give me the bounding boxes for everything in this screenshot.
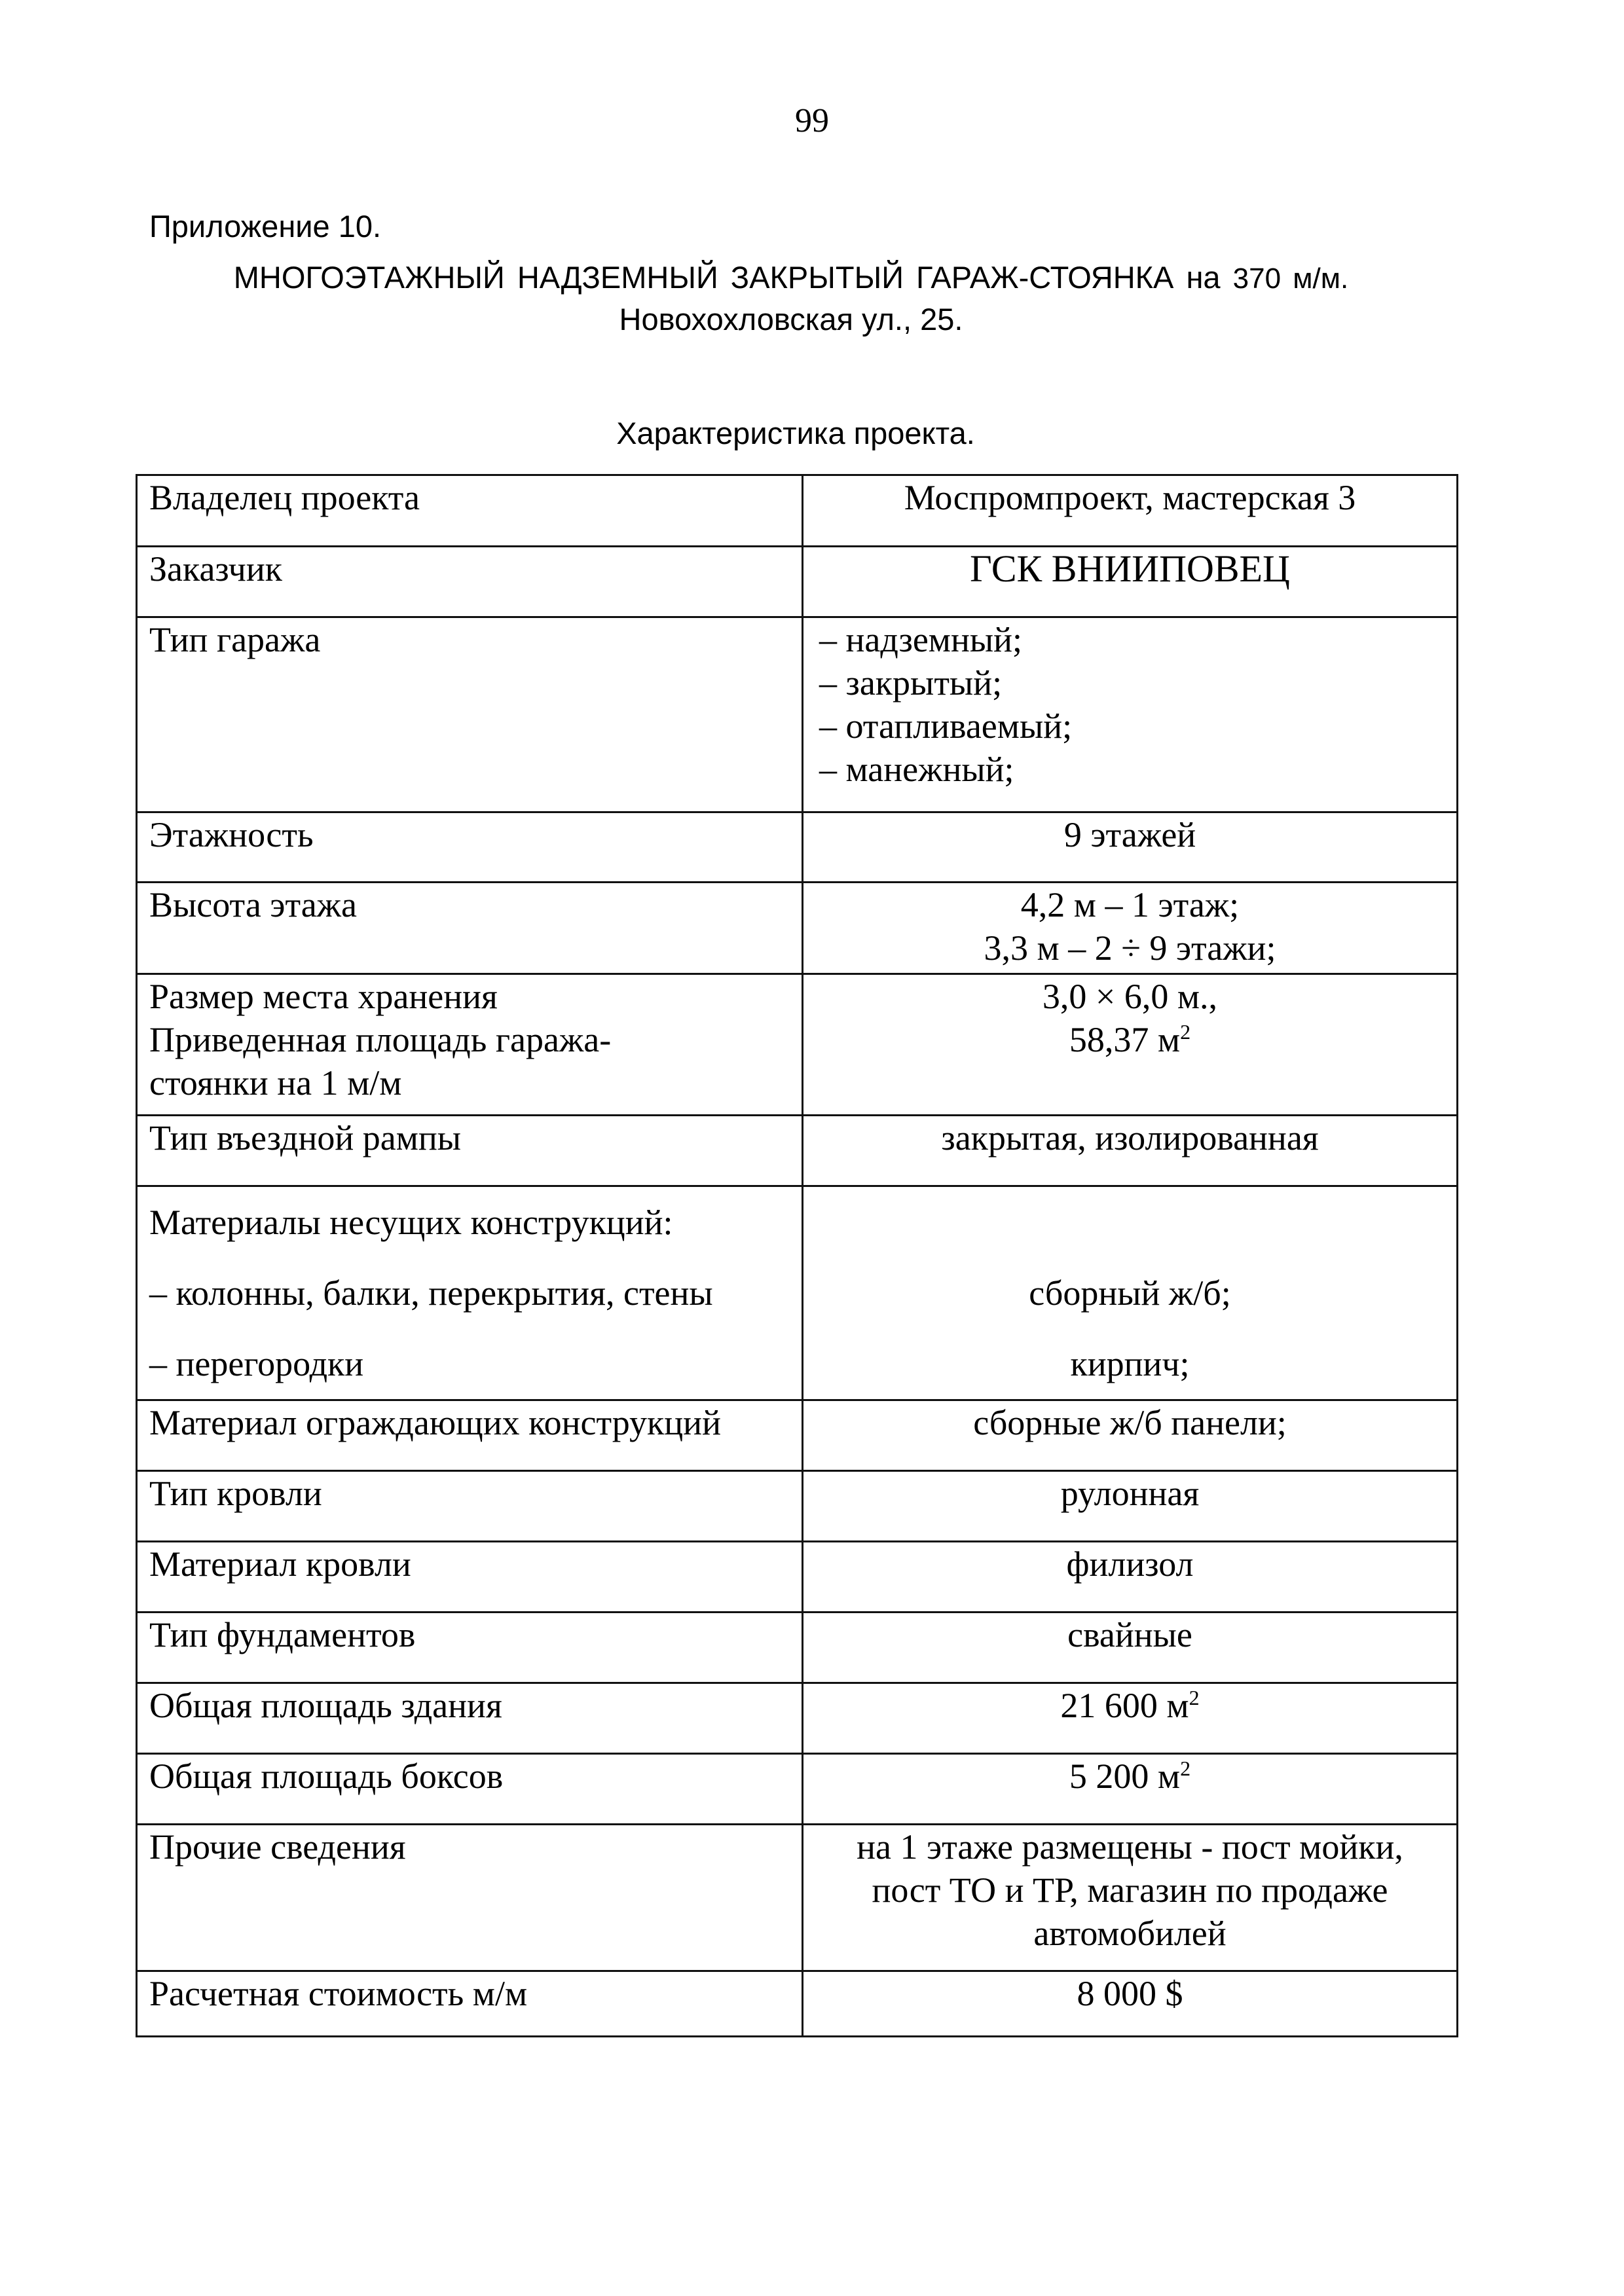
label-cell: Материал кровли [137, 1542, 803, 1613]
value-cell [803, 1825, 1458, 1971]
value-cell: сборные ж/б панели; [803, 1400, 1458, 1471]
appendix-label: Приложение 10. [149, 209, 382, 244]
label-cell: Общая площадь боксов [137, 1754, 803, 1825]
label-cell [137, 1186, 803, 1400]
area-value: 21 600 м [1060, 1686, 1189, 1725]
area-value: 5 200 м [1069, 1757, 1181, 1796]
table-caption: Характеристика проекта. [616, 416, 975, 450]
value-line: 4,2 м – 1 этаж; [1020, 885, 1240, 924]
list-item: – манежный; [819, 748, 1445, 791]
superscript: 2 [1180, 1020, 1191, 1044]
value-line: 3,0 × 6,0 м., [1042, 977, 1218, 1016]
value-cell [803, 617, 1458, 812]
value-cell: Моспромпроект, мастерская 3 [803, 475, 1458, 547]
page-number: 99 [795, 102, 829, 139]
garage-type-list [815, 618, 1445, 791]
table-row [137, 1400, 1458, 1471]
value-line: на 1 этаже размещены - пост мойки, [857, 1827, 1403, 1867]
table-row [137, 812, 1458, 883]
document-title [149, 259, 1433, 295]
table-row [137, 617, 1458, 812]
value-cell: ГСК ВНИИПОВЕЦ [803, 547, 1458, 617]
table-row [137, 475, 1458, 547]
table-row [137, 1542, 1458, 1613]
label-line: Приведенная площадь гаража- [149, 1020, 612, 1059]
value-cell [803, 883, 1458, 974]
value-cell: рулонная [803, 1471, 1458, 1542]
value-cell: филизол [803, 1542, 1458, 1613]
value-line [815, 1018, 1445, 1061]
table-row [137, 1613, 1458, 1683]
label-cell: Владелец проекта [137, 475, 803, 547]
value-cell: свайные [803, 1613, 1458, 1683]
label-cell: Заказчик [137, 547, 803, 617]
value-cell: 8 000 $ [803, 1971, 1458, 2037]
value-line: автомобилей [1033, 1914, 1227, 1953]
label-cell: Тип фундаментов [137, 1613, 803, 1683]
superscript: 2 [1189, 1686, 1200, 1709]
label-line: – колонны, балки, перекрытия, стены [149, 1273, 713, 1313]
value-cell [803, 1186, 1458, 1400]
label-cell: Расчетная стоимость м/м [137, 1971, 803, 2037]
value-cell [803, 1683, 1458, 1754]
label-line: Материалы несущих конструкций: [149, 1203, 673, 1242]
label-line: стоянки на 1 м/м [149, 1063, 402, 1102]
table-row [137, 1754, 1458, 1825]
superscript: 2 [1180, 1757, 1191, 1780]
table-row [137, 1683, 1458, 1754]
area-value: 58,37 м [1069, 1020, 1181, 1059]
label-cell: Тип кровли [137, 1471, 803, 1542]
label-cell: Этажность [137, 812, 803, 883]
value-cell: 9 этажей [803, 812, 1458, 883]
label-cell: Прочие сведения [137, 1825, 803, 1971]
label-line: Размер места хранения [149, 977, 498, 1016]
label-cell: Общая площадь здания [137, 1683, 803, 1754]
title-capacity: 370 м/м. [1232, 263, 1349, 295]
label-cell: Высота этажа [137, 883, 803, 974]
label-cell: Тип въездной рампы [137, 1116, 803, 1186]
table-row [137, 547, 1458, 617]
list-item: – надземный; [819, 618, 1445, 661]
project-spec-table [136, 474, 1458, 2037]
table-row [137, 1186, 1458, 1400]
label-cell: Материал ограждающих конструкций [137, 1400, 803, 1471]
value-line: 3,3 м – 2 ÷ 9 этажи; [984, 928, 1276, 968]
table-row [137, 974, 1458, 1116]
document-address: Новохохловская ул., 25. [619, 302, 963, 337]
table-row [137, 1971, 1458, 2037]
value-line: сборный ж/б; [1029, 1273, 1231, 1313]
label-cell: Тип гаража [137, 617, 803, 812]
table-row [137, 1825, 1458, 1971]
list-item: – закрытый; [819, 661, 1445, 704]
list-item: – отапливаемый; [819, 704, 1445, 748]
value-line: кирпич; [1070, 1344, 1190, 1383]
value-line: пост ТО и ТР, магазин по продаже [872, 1870, 1388, 1910]
value-cell: закрытая, изолированная [803, 1116, 1458, 1186]
table-row [137, 1471, 1458, 1542]
label-line: – перегородки [149, 1344, 364, 1383]
value-line [815, 1187, 1445, 1258]
table-row [137, 883, 1458, 974]
title-main: МНОГОЭТАЖНЫЙ НАДЗЕМНЫЙ ЗАКРЫТЫЙ ГАРАЖ-СТОЯНКА на [233, 260, 1221, 295]
value-cell [803, 974, 1458, 1116]
value-cell [803, 1754, 1458, 1825]
table-row [137, 1116, 1458, 1186]
label-cell [137, 974, 803, 1116]
